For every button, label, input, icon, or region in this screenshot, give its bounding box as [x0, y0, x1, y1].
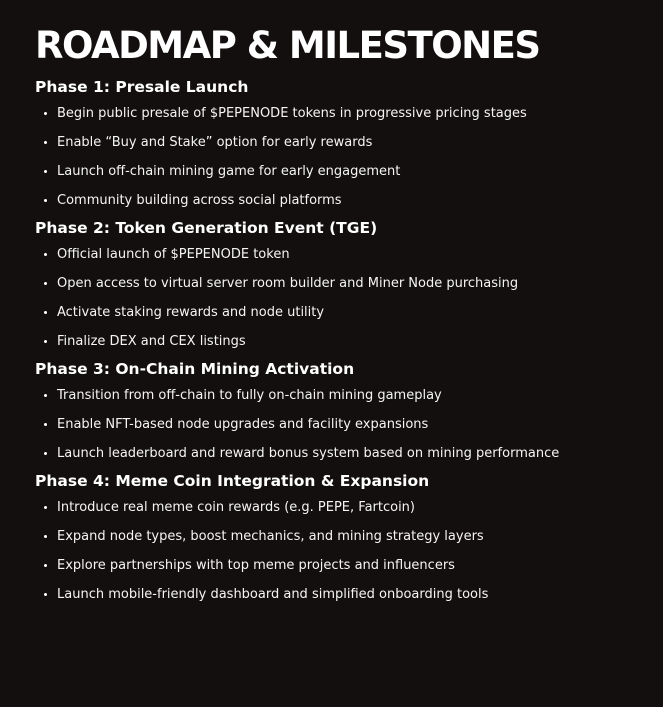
- bullet-icon: [44, 170, 47, 173]
- bullet-icon: [44, 394, 47, 397]
- list-item: [35, 189, 663, 215]
- phase-3-title: Phase 3: On-Chain Mining Activation: [35, 360, 355, 378]
- list-item: [35, 160, 663, 189]
- list-item-text: Activate staking rewards and node utility: [57, 305, 325, 320]
- bullet-icon: [44, 253, 47, 256]
- list-item-text: Explore partnerships with top meme projects and influencers: [57, 558, 455, 573]
- page-title: ROADMAP & MILESTONES: [35, 24, 540, 67]
- list-item: [35, 583, 663, 609]
- list-item-text: Official launch of $PEPENODE token: [57, 247, 290, 262]
- list-item: [35, 413, 663, 442]
- phase-4-list: [35, 496, 663, 609]
- bullet-icon: [44, 423, 47, 426]
- list-item: [35, 131, 663, 160]
- bullet-icon: [44, 535, 47, 538]
- list-item: [35, 243, 663, 272]
- list-item: [35, 525, 663, 554]
- list-item-text: Introduce real meme coin rewards (e.g. PEPE, Fartcoin): [57, 500, 415, 515]
- phase-1: [35, 76, 663, 215]
- bullet-icon: [44, 506, 47, 509]
- phase-2-title: Phase 2: Token Generation Event (TGE): [35, 219, 378, 237]
- phase-2-list: [35, 243, 663, 356]
- bullet-icon: [44, 199, 47, 202]
- list-item: [35, 272, 663, 301]
- list-item-text: Begin public presale of $PEPENODE tokens in progressive pricing stages: [57, 106, 527, 121]
- list-item: [35, 102, 663, 131]
- list-item-text: Transition from off-chain to fully on-chain mining gameplay: [57, 388, 442, 403]
- bullet-icon: [44, 452, 47, 455]
- list-item-text: Expand node types, boost mechanics, and mining strategy layers: [57, 529, 484, 544]
- bullet-icon: [44, 564, 47, 567]
- phase-3: [35, 358, 663, 468]
- phase-1-title: Phase 1: Presale Launch: [35, 78, 249, 96]
- list-item-text: Launch off-chain mining game for early engagement: [57, 164, 401, 179]
- bullet-icon: [44, 340, 47, 343]
- phase-1-list: [35, 102, 663, 215]
- list-item: [35, 384, 663, 413]
- phase-2: [35, 217, 663, 356]
- list-item: [35, 442, 663, 468]
- list-item-text: Enable NFT-based node upgrades and facility expansions: [57, 417, 429, 432]
- list-item: [35, 301, 663, 330]
- bullet-icon: [44, 282, 47, 285]
- bullet-icon: [44, 141, 47, 144]
- list-item-text: Launch mobile-friendly dashboard and simplified onboarding tools: [57, 587, 489, 602]
- phase-4-title: Phase 4: Meme Coin Integration & Expansion: [35, 472, 430, 490]
- bullet-icon: [44, 112, 47, 115]
- list-item-text: Finalize DEX and CEX listings: [57, 334, 246, 349]
- list-item: [35, 496, 663, 525]
- list-item: [35, 554, 663, 583]
- list-item-text: Open access to virtual server room builder and Miner Node purchasing: [57, 276, 519, 291]
- phase-4: [35, 470, 663, 609]
- list-item-text: Community building across social platforms: [57, 193, 342, 208]
- bullet-icon: [44, 311, 47, 314]
- list-item-text: Launch leaderboard and reward bonus system based on mining performance: [57, 446, 560, 461]
- bullet-icon: [44, 593, 47, 596]
- phase-3-list: [35, 384, 663, 468]
- list-item-text: Enable “Buy and Stake” option for early rewards: [57, 135, 373, 150]
- list-item: [35, 330, 663, 356]
